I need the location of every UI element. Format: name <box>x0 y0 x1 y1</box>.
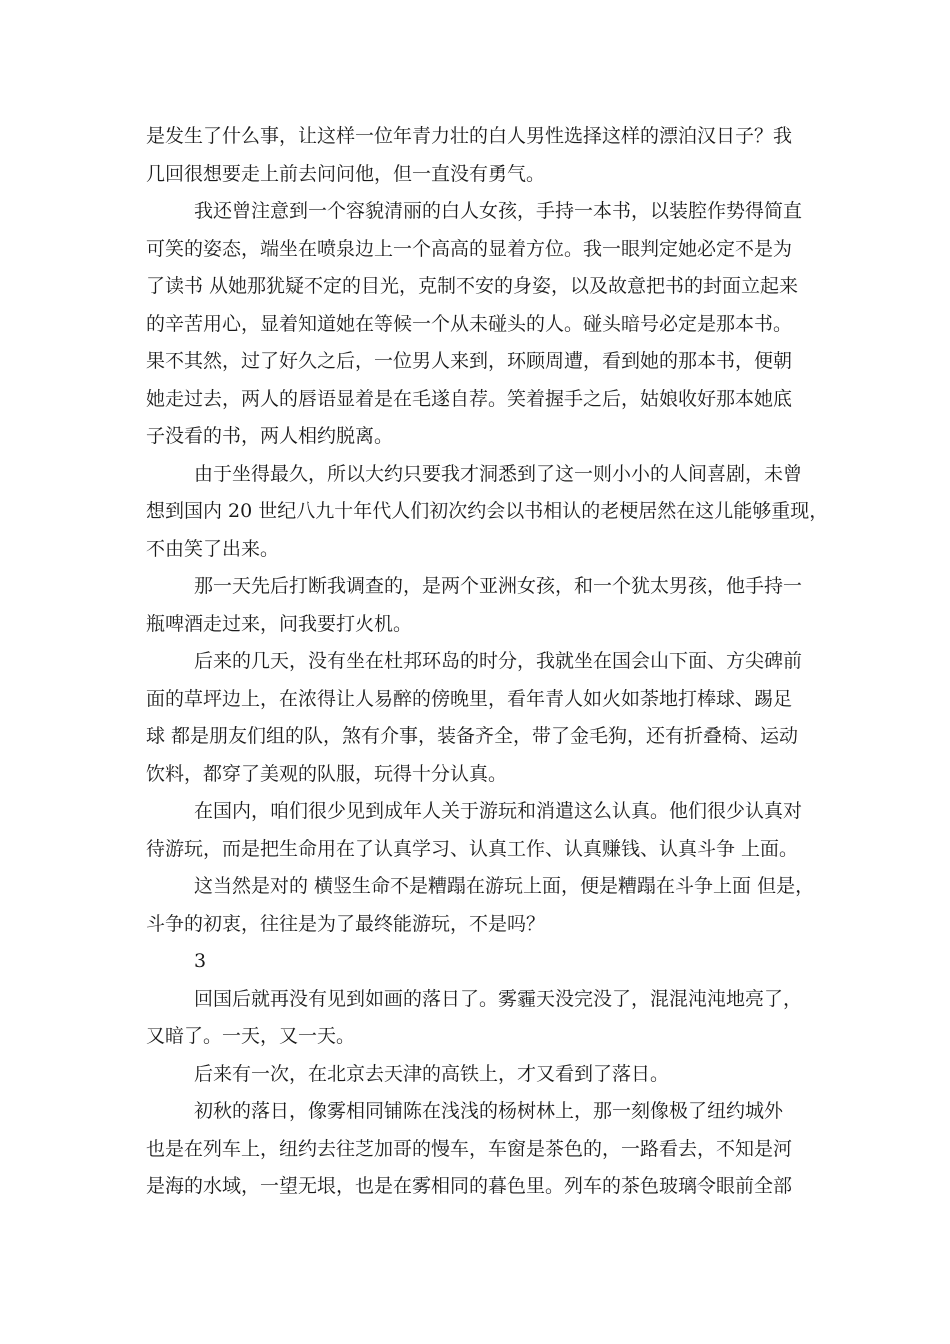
text-line: 后来有一次，在北京去天津的高铁上，才又看到了落日。 <box>194 1062 670 1085</box>
text-line: 了读书 从她那犹疑不定的目光，克制不安的身姿，以及故意把书的封面立起来 <box>146 275 799 297</box>
text-line: 又暗了。一天，又一天。 <box>146 1025 356 1047</box>
text-line: 球 都是朋友们组的队，煞有介事，装备齐全，带了金毛狗，还有折叠椅、运动 <box>146 725 799 747</box>
text-line: 果不其然，过了好久之后，一位男人来到，环顾周遭，看到她的那本书，便朝 <box>146 350 793 372</box>
text-line: 斗争的初衷，往往是为了最终能游玩，不是吗？ <box>146 912 546 935</box>
text-line: 3 <box>194 950 207 972</box>
text-line: 瓶啤酒走过来，问我要打火机。 <box>146 612 413 635</box>
text-line: 是发生了什么事，让这样一位年青力壮的白人男性选择这样的漂泊汉日子？我 <box>146 125 793 147</box>
text-line: 可笑的姿态，端坐在喷泉边上一个高高的显着方位。我一眼判定她必定不是为 <box>146 237 793 260</box>
text-line: 几回很想要走上前去问问他，但一直没有勇气。 <box>146 162 546 185</box>
text-line: 待游玩，而是把生命用在了认真学习、认真工作、认真赚钱、认真斗争 上面。 <box>146 837 799 860</box>
text-line: 回国后就再没有见到如画的落日了。雾霾天没完没了，混混沌沌地亮了， <box>194 987 803 1010</box>
text-line: 后来的几天，没有坐在杜邦环岛的时分，我就坐在国会山下面、方尖碑前 <box>194 650 803 672</box>
text-line: 面的草坪边上，在浓得让人易醉的傍晚里，看年青人如火如荼地打棒球、踢足 <box>146 687 793 710</box>
document-body-text <box>146 118 829 1206</box>
text-line: 子没看的书，两人相约脱离。 <box>146 425 394 447</box>
text-line: 的辛苦用心，显着知道她在等候一个从未碰头的人。碰头暗号必定是那本书。 <box>146 312 793 335</box>
text-line: 初秋的落日，像雾相同铺陈在浅浅的杨树林上，那一刻像极了纽约城外 <box>194 1100 784 1122</box>
text-line: 她走过去，两人的唇语显着是在毛遂自荐。笑着握手之后，姑娘收好那本她底 <box>146 387 793 410</box>
text-line: 这当然是对的 横竖生命不是糟蹋在游玩上面，便是糟蹋在斗争上面 但是， <box>194 875 815 897</box>
text-line: 在国内，咱们很少见到成年人关于游玩和消遣这么认真。他们很少认真对 <box>194 800 803 822</box>
text-line: 不由笑了出来。 <box>146 537 280 560</box>
text-line: 是海的水域，一望无垠，也是在雾相同的暮色里。列车的茶色玻璃令眼前全部 <box>146 1175 793 1197</box>
text-line: 也是在列车上，纽约去往芝加哥的慢车，车窗是茶色的，一路看去，不知是河 <box>146 1137 793 1160</box>
text-line: 我还曾注意到一个容貌清丽的白人女孩，手持一本书，以装腔作势得简直 <box>194 200 803 222</box>
text-line: 由于坐得最久，所以大约只要我才洞悉到了这一则小小的人间喜剧，未曾 <box>194 462 803 485</box>
text-line: 饮料，都穿了美观的队服，玩得十分认真。 <box>146 762 508 785</box>
text-line: 想到国内 20 世纪八九十年代人们初次约会以书相认的老梗居然在这儿能够重现， <box>146 500 829 522</box>
text-line: 那一天先后打断我调查的，是两个亚洲女孩，和一个犹太男孩，他手持一 <box>194 575 803 597</box>
